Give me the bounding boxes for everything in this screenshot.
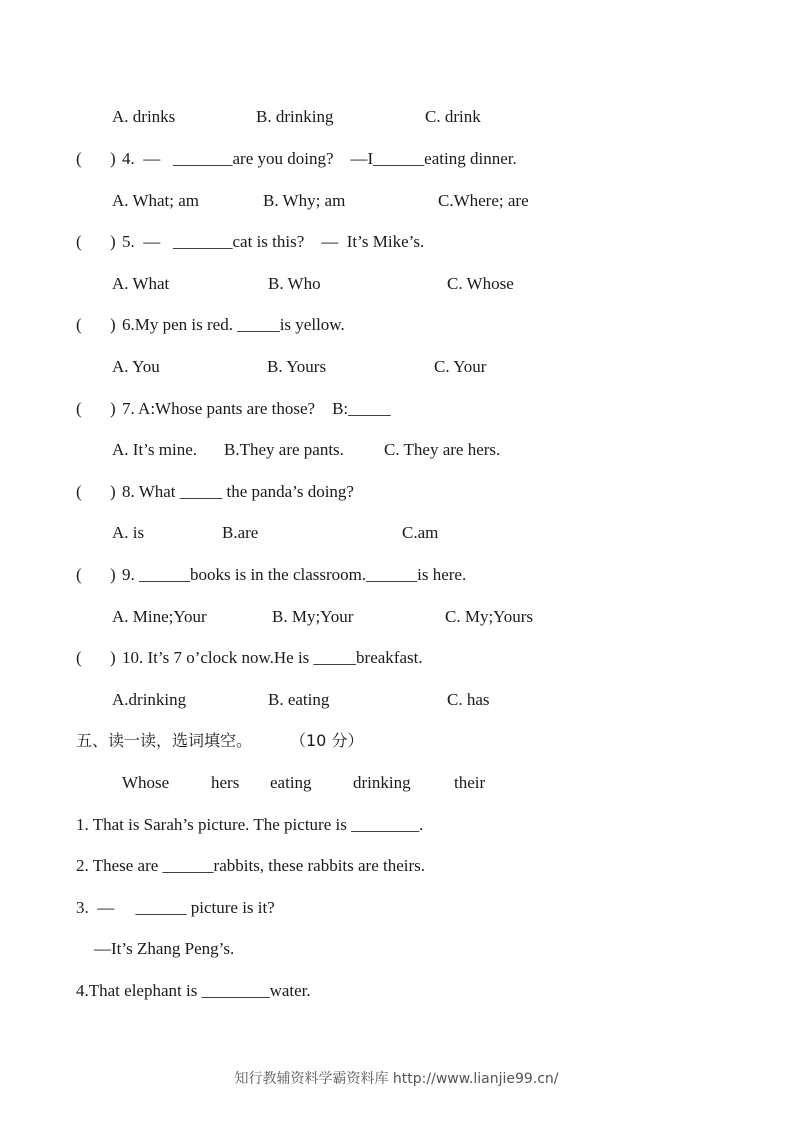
q6-option-c: C. Your xyxy=(434,357,487,376)
q4-option-a: A. What; am xyxy=(112,191,200,210)
section5-item-text: —It’s Zhang Peng’s. xyxy=(94,939,235,958)
q7-answer-close: ) xyxy=(110,399,116,418)
word-bank-item: Whose xyxy=(122,773,170,792)
word-bank-item: eating xyxy=(270,773,312,792)
q7-option-a: A. It’s mine. xyxy=(112,440,197,459)
q9-option-a: A. Mine;Your xyxy=(112,607,207,626)
q3-option-a: A. drinks xyxy=(112,107,176,126)
section5-item-text: 1. That is Sarah’s picture. The picture is ________. xyxy=(76,815,424,834)
q6-option-a: A. You xyxy=(112,357,160,376)
q8-answer-open: ( xyxy=(76,482,82,501)
q3-option-b: B. drinking xyxy=(256,107,334,126)
q9-text: 9. ______books is in the classroom.______is here. xyxy=(122,565,467,584)
q7-answer-open: ( xyxy=(76,399,82,418)
q8-option-b: B.are xyxy=(222,523,259,542)
q5-answer-close: ) xyxy=(110,232,116,251)
q10-answer-close: ) xyxy=(110,648,116,667)
q10-text: 10. It’s 7 o’clock now.He is _____breakfast. xyxy=(122,648,423,667)
q8-option-a: A. is xyxy=(112,523,145,542)
q10-option-b: B. eating xyxy=(268,690,330,709)
q5-answer-open: ( xyxy=(76,232,82,251)
q6-answer-close: ) xyxy=(110,315,116,334)
q7-option-b: B.They are pants. xyxy=(224,440,344,459)
q7-text: 7. A:Whose pants are those? B:_____ xyxy=(122,399,391,418)
q5-option-a: A. What xyxy=(112,274,170,293)
q8-option-c: C.am xyxy=(402,523,439,542)
q5-option-c: C. Whose xyxy=(447,274,514,293)
q9-answer-open: ( xyxy=(76,565,82,584)
section5-item-text: 4.That elephant is ________water. xyxy=(76,981,311,1000)
word-bank-item: drinking xyxy=(353,773,411,792)
q9-answer-close: ) xyxy=(110,565,116,584)
q7-option-c: C. They are hers. xyxy=(384,440,501,459)
q10-option-c: C. has xyxy=(447,690,490,709)
word-bank-item: their xyxy=(454,773,486,792)
word-bank-item: hers xyxy=(211,773,240,792)
q5-option-b: B. Who xyxy=(268,274,321,293)
q10-answer-open: ( xyxy=(76,648,82,667)
q6-text: 6.My pen is red. _____is yellow. xyxy=(122,315,345,334)
q4-option-b: B. Why; am xyxy=(263,191,346,210)
q6-option-b: B. Yours xyxy=(267,357,327,376)
section5-title: 五、读一读，选词填空。 xyxy=(76,731,253,750)
section5-points: （10 分） xyxy=(290,731,364,750)
q3-option-c: C. drink xyxy=(425,107,481,126)
q5-text: 5. — _______cat is this? — It’s Mike’s. xyxy=(122,232,425,251)
q4-option-c: C.Where; are xyxy=(438,191,529,210)
q4-answer-close: ) xyxy=(110,149,116,168)
footer-source: 知行教辅资料学霸资料库 http://www.lianjie99.cn/ xyxy=(234,1071,559,1087)
q10-option-a: A.drinking xyxy=(112,690,187,709)
q6-answer-open: ( xyxy=(76,315,82,334)
q9-option-c: C. My;Yours xyxy=(445,607,534,626)
q8-text: 8. What _____ the panda’s doing? xyxy=(122,482,354,501)
q8-answer-close: ) xyxy=(110,482,116,501)
q4-answer-open: ( xyxy=(76,149,82,168)
q9-option-b: B. My;Your xyxy=(272,607,354,626)
section5-item-text: 2. These are ______rabbits, these rabbits are theirs. xyxy=(76,856,426,875)
q4-text: 4. — _______are you doing? —I______eating dinner. xyxy=(122,149,517,168)
section5-item-text: 3. — ______ picture is it? xyxy=(76,898,275,917)
